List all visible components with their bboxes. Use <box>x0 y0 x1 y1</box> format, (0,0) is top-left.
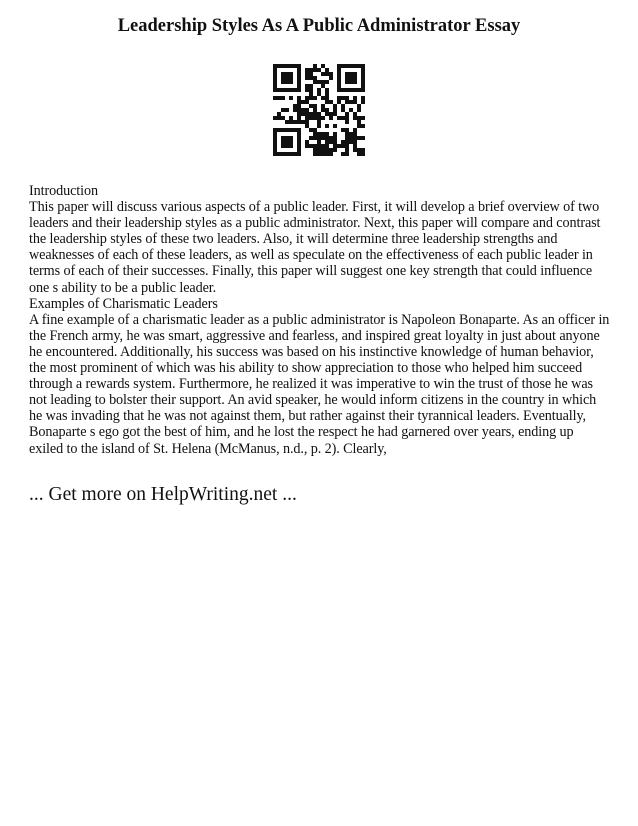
qr-module <box>273 96 277 100</box>
qr-module <box>317 140 321 144</box>
qr-module <box>309 68 313 72</box>
qr-module <box>301 112 305 116</box>
qr-module <box>309 92 313 96</box>
qr-module <box>317 132 321 136</box>
section-heading-introduction: Introduction <box>29 183 98 199</box>
qr-module <box>353 112 357 116</box>
qr-module <box>333 148 337 152</box>
qr-module <box>313 152 317 156</box>
qr-module <box>317 144 321 148</box>
qr-module <box>349 136 353 140</box>
section-heading-examples: Examples of Charismatic Leaders <box>29 295 218 312</box>
qr-module <box>309 112 313 116</box>
qr-module <box>353 116 357 120</box>
qr-module <box>317 112 321 116</box>
qr-module <box>329 116 333 120</box>
qr-module <box>345 136 349 140</box>
qr-module <box>325 136 329 140</box>
qr-module <box>309 84 313 88</box>
qr-module <box>305 84 309 88</box>
qr-module <box>317 68 321 72</box>
qr-module <box>345 132 349 136</box>
qr-module <box>309 116 313 120</box>
qr-module <box>309 136 313 140</box>
qr-module <box>353 148 357 152</box>
qr-module <box>337 96 341 100</box>
qr-finder-inner <box>345 72 357 84</box>
qr-module <box>305 124 309 128</box>
qr-module <box>329 112 333 116</box>
qr-module <box>325 80 329 84</box>
qr-module <box>329 72 333 76</box>
qr-module <box>313 148 317 152</box>
qr-module <box>297 116 301 120</box>
qr-module <box>305 116 309 120</box>
qr-module <box>345 116 349 120</box>
qr-module <box>317 148 321 152</box>
qr-module <box>313 112 317 116</box>
qr-module <box>321 108 325 112</box>
qr-module <box>349 100 353 104</box>
qr-module <box>313 136 317 140</box>
qr-module <box>353 144 357 148</box>
qr-module <box>321 104 325 108</box>
qr-module <box>301 108 305 112</box>
qr-module <box>281 96 285 100</box>
qr-module <box>285 120 289 124</box>
qr-module <box>349 108 353 112</box>
qr-module <box>293 108 297 112</box>
qr-module <box>313 132 317 136</box>
qr-module <box>309 128 313 132</box>
qr-module <box>273 116 277 120</box>
qr-module <box>357 136 361 140</box>
qr-module <box>297 120 301 124</box>
qr-module <box>317 120 321 124</box>
qr-module <box>333 108 337 112</box>
qr-module <box>293 120 297 124</box>
qr-module <box>329 100 333 104</box>
qr-module <box>329 140 333 144</box>
qr-module <box>305 88 309 92</box>
qr-module <box>281 116 285 120</box>
qr-module <box>325 124 329 128</box>
qr-module <box>361 100 365 104</box>
qr-module <box>305 96 309 100</box>
qr-module <box>361 116 365 120</box>
qr-module <box>325 96 329 100</box>
qr-module <box>341 104 345 108</box>
qr-module <box>301 120 305 124</box>
qr-module <box>353 136 357 140</box>
qr-module <box>321 96 325 100</box>
qr-module <box>309 76 313 80</box>
qr-module <box>305 120 309 124</box>
qr-module <box>313 104 317 108</box>
qr-module <box>321 136 325 140</box>
qr-module <box>321 144 325 148</box>
qr-module <box>305 140 309 144</box>
qr-module <box>353 100 357 104</box>
qr-code-icon <box>273 64 365 156</box>
qr-module <box>345 140 349 144</box>
qr-module <box>357 116 361 120</box>
qr-module <box>349 140 353 144</box>
qr-module <box>345 120 349 124</box>
essay-body <box>29 183 611 457</box>
qr-module <box>353 96 357 100</box>
qr-module <box>325 148 329 152</box>
qr-module <box>325 152 329 156</box>
qr-module <box>329 136 333 140</box>
qr-module <box>341 116 345 120</box>
qr-module <box>313 80 317 84</box>
qr-module <box>289 96 293 100</box>
qr-module <box>313 96 317 100</box>
qr-module <box>357 124 361 128</box>
qr-module <box>313 108 317 112</box>
qr-module <box>361 152 365 156</box>
qr-module <box>313 128 317 132</box>
qr-module <box>285 108 289 112</box>
get-more-link[interactable]: ... Get more on HelpWriting.net ... <box>29 484 297 505</box>
qr-module <box>297 96 301 100</box>
qr-module <box>341 96 345 100</box>
qr-module <box>341 140 345 144</box>
qr-module <box>333 136 337 140</box>
qr-module <box>321 64 325 68</box>
qr-module <box>297 100 301 104</box>
qr-module <box>325 132 329 136</box>
qr-module <box>305 72 309 76</box>
qr-module <box>277 112 281 116</box>
qr-module <box>313 144 317 148</box>
qr-module <box>337 144 341 148</box>
qr-module <box>321 72 325 76</box>
qr-module <box>321 84 325 88</box>
qr-module <box>277 116 281 120</box>
qr-module <box>325 68 329 72</box>
qr-module <box>333 140 337 144</box>
qr-module <box>281 108 285 112</box>
qr-module <box>333 112 337 116</box>
qr-module <box>341 144 345 148</box>
qr-module <box>297 104 301 108</box>
qr-module <box>305 108 309 112</box>
qr-module <box>305 144 309 148</box>
qr-module <box>357 148 361 152</box>
qr-module <box>297 108 301 112</box>
qr-module <box>345 128 349 132</box>
qr-module <box>337 116 341 120</box>
qr-module <box>345 112 349 116</box>
qr-module <box>353 132 357 136</box>
qr-finder-inner <box>281 72 293 84</box>
qr-module <box>321 132 325 136</box>
qr-module <box>325 144 329 148</box>
qr-module <box>289 120 293 124</box>
qr-module <box>313 76 317 80</box>
qr-module <box>309 104 313 108</box>
qr-module <box>361 136 365 140</box>
qr-module <box>333 104 337 108</box>
qr-module <box>325 88 329 92</box>
qr-module <box>345 152 349 156</box>
qr-module <box>321 148 325 152</box>
qr-module <box>333 144 337 148</box>
qr-module <box>305 76 309 80</box>
qr-module <box>317 88 321 92</box>
qr-module <box>357 152 361 156</box>
qr-module <box>341 152 345 156</box>
examples-paragraph: A fine example of a charismatic leader as a public administrator is Napoleon Bonaparte. As an officer in the French army, he was smart, aggressive and fearless, and inspired great loyalty in just about anyone he encountered. Additionally, his success was based on his instinctive knowledge of human behavior, the most prominent of which was his ability to show appreciation to those who helped him succeed through a rewards system. Furthermore, he realized it was imperative to win the trust of those he was not leading to bolster their support. An avid speaker, he would inform citizens in the country in which he was invading that he was not against them, but rather against their tyrannical leaders. Eventually, Bonaparte s ego got the best of him, and he lost the respect he had garnered over years, ending up exiled to the island of St. Helena (McManus, n.d., p. 2). Clearly, <box>29 311 610 457</box>
qr-module <box>361 124 365 128</box>
qr-module <box>353 140 357 144</box>
qr-module <box>325 108 329 112</box>
qr-module <box>353 128 357 132</box>
qr-module <box>345 100 349 104</box>
qr-module <box>317 116 321 120</box>
qr-module <box>333 124 337 128</box>
qr-module <box>317 136 321 140</box>
page-title: Leadership Styles As A Public Administrator Essay <box>117 16 521 36</box>
qr-module <box>313 64 317 68</box>
qr-module <box>317 80 321 84</box>
qr-module <box>321 152 325 156</box>
qr-module <box>349 132 353 136</box>
qr-module <box>305 112 309 116</box>
qr-module <box>305 100 309 104</box>
qr-module <box>313 68 317 72</box>
qr-module <box>309 144 313 148</box>
qr-module <box>293 104 297 108</box>
qr-module <box>309 96 313 100</box>
qr-module <box>317 152 321 156</box>
introduction-paragraph: This paper will discuss various aspects of a public leader. First, it will develop a brief overview of two leaders and their leadership styles as a public administrator. Next, this paper will compare and contrast the leadership styles of these two leaders. Also, it will determine three leadership strengths and weaknesses of each of these leaders, as well as speculate on the effectiveness of each public leader in terms of each of their successes. Finally, this paper will suggest one key strength that could influence one s ability to be a public leader. <box>29 199 601 296</box>
qr-module <box>341 128 345 132</box>
qr-module <box>305 68 309 72</box>
qr-module <box>361 148 365 152</box>
qr-module <box>325 112 329 116</box>
qr-module <box>289 116 293 120</box>
qr-module <box>325 92 329 96</box>
qr-module <box>277 96 281 100</box>
qr-module <box>325 72 329 76</box>
qr-module <box>325 140 329 144</box>
qr-module <box>321 80 325 84</box>
qr-module <box>325 100 329 104</box>
qr-module <box>329 148 333 152</box>
qr-module <box>341 108 345 112</box>
qr-module <box>321 116 325 120</box>
qr-finder-inner <box>281 136 293 148</box>
qr-module <box>313 116 317 120</box>
qr-module <box>329 76 333 80</box>
qr-module <box>317 124 321 128</box>
qr-module <box>357 104 361 108</box>
qr-module <box>361 96 365 100</box>
qr-module <box>297 112 301 116</box>
qr-module <box>345 96 349 100</box>
qr-module <box>357 108 361 112</box>
qr-module <box>337 100 341 104</box>
qr-module <box>345 144 349 148</box>
qr-module <box>357 120 361 124</box>
qr-module <box>333 132 337 136</box>
qr-module <box>345 148 349 152</box>
qr-module <box>317 92 321 96</box>
qr-module <box>309 72 313 76</box>
qr-module <box>301 100 305 104</box>
qr-module <box>329 152 333 156</box>
qr-module <box>309 88 313 92</box>
